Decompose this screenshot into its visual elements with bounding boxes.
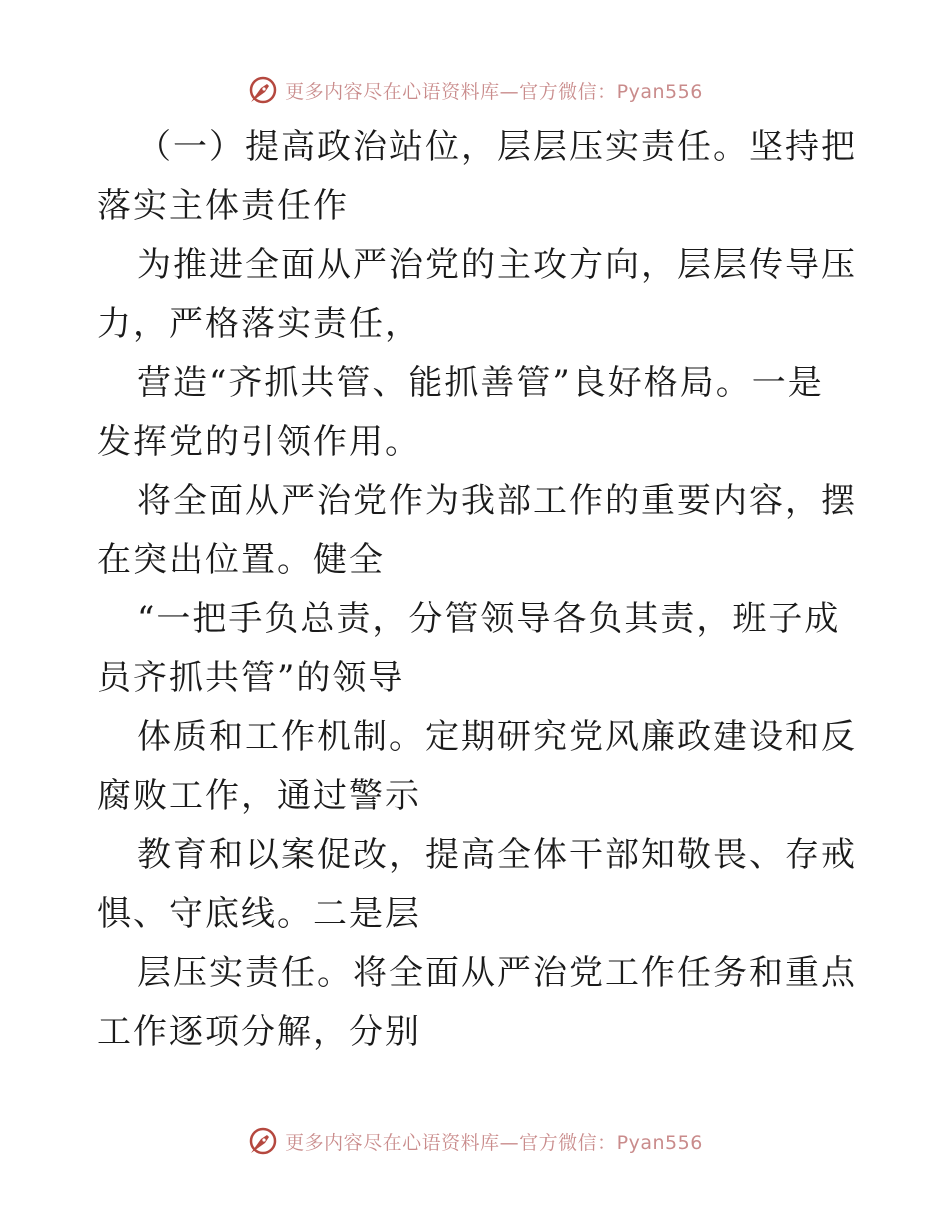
pen-nib-circle-icon <box>247 1125 279 1157</box>
paragraph-5: “一把手负总责，分管领导各负其责，班子成员齐抓共管”的领导 <box>97 599 841 698</box>
paragraph-3: 营造“齐抓共管、能抓善管”良好格局。一是发挥党的引领作用。 <box>97 363 824 462</box>
footer-watermark-text: 更多内容尽在心语资料库—官方微信：Pyan556 <box>285 1131 703 1154</box>
paragraph-7: 教育和以案促改，提高全体干部知敬畏、存戒惧、守底线。二是层 <box>97 835 857 934</box>
paragraph-6: 体质和工作机制。定期研究党风廉政建设和反腐败工作，通过警示 <box>97 717 857 816</box>
paragraph-8: 层压实责任。将全面从严治党工作任务和重点工作逐项分解，分别 <box>97 953 857 1052</box>
header-watermark-text: 更多内容尽在心语资料库—官方微信：Pyan556 <box>285 80 703 103</box>
header-watermark <box>0 70 950 110</box>
paragraph-1: （一）提高政治站位，层层压实责任。坚持把落实主体责任作 <box>97 127 857 226</box>
footer-watermark <box>0 1121 950 1161</box>
document-body <box>97 118 857 1062</box>
paragraph-4: 将全面从严治党作为我部工作的重要内容，摆在突出位置。健全 <box>97 481 857 580</box>
paragraph-2: 为推进全面从严治党的主攻方向，层层传导压力，严格落实责任， <box>97 245 857 344</box>
pen-nib-circle-icon <box>247 74 279 106</box>
